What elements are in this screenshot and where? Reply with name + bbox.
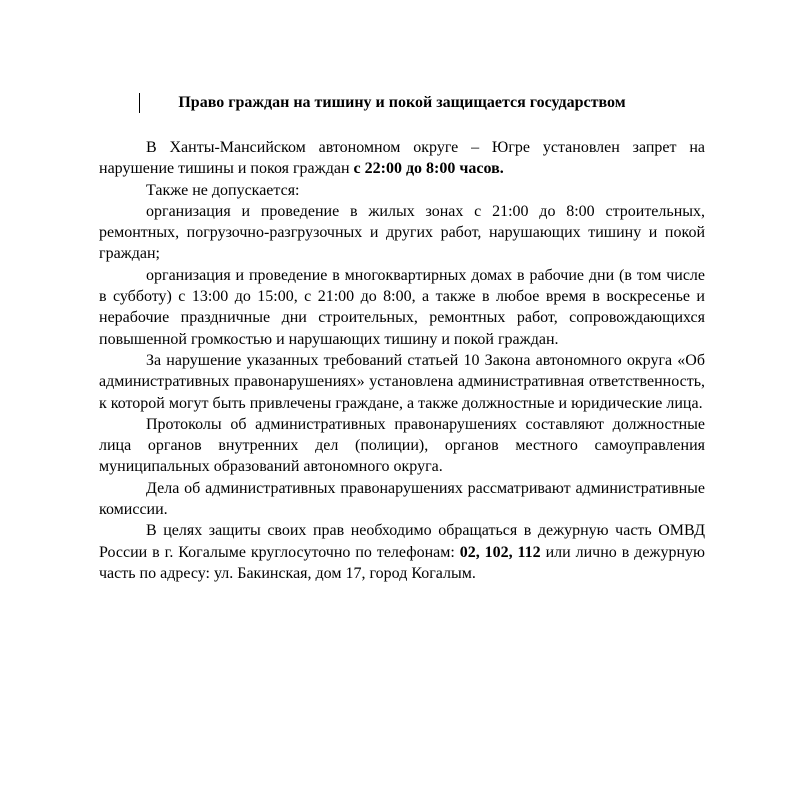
- phone-numbers: 02, 102, 112: [459, 543, 541, 561]
- document-page: [99, 91, 705, 584]
- paragraph-commissions: Дела об административных правонарушениях рассматривают административные комиссии.: [99, 479, 705, 519]
- paragraph-ban: [99, 137, 705, 180]
- paragraph-contacts: [99, 520, 705, 584]
- document-title-block: [99, 91, 705, 115]
- paragraph-also-prohibited: Также не допускается:: [146, 181, 300, 199]
- ban-hours: с 22:00 до 8:00 часов.: [353, 160, 504, 178]
- paragraph-ban-text: В Ханты-Мансийском автономном округе – Югре установлен запрет на нарушение тишины и покоя граждан: [99, 139, 705, 178]
- paragraph-contacts-tail: или лично в дежурную часть по адресу: ул. Бакинская, дом 17, город Когалым.: [99, 543, 705, 582]
- document-title: Право граждан на тишину и покой защищается государством: [178, 94, 626, 111]
- paragraph-liability: За нарушение указанных требований статьей 10 Закона автономного округа «Об административных правонарушениях» установлена административная ответственность, к которой могут быть привлечены граждане, а также должностные и юридические лица.: [99, 351, 705, 412]
- text-cursor: [139, 93, 140, 113]
- paragraph-protocols: Протоколы об административных правонарушениях составляют должностные лица органов внутренних дел (полиции), органов местного самоуправления муниципальных образований автономного округа.: [99, 415, 705, 476]
- paragraph-residential-zones: организация и проведение в жилых зонах с 21:00 до 8:00 строительных, ремонтных, погрузочно-разгрузочных и других работ, нарушающих тишину и покой граждан;: [99, 202, 705, 263]
- paragraph-contacts-text: В целях защиты своих прав необходимо обращаться в дежурную часть ОМВД России в г. Когалыме круглосуточно по телефонам:: [99, 522, 705, 561]
- paragraph-apartment-buildings: организация и проведение в многоквартирных домах в рабочие дни (в том числе в субботу) с 13:00 до 15:00, с 21:00 до 8:00, а также в любое время в воскресенье и нерабочие праздничные дни строительных, ремонтных работ, сопровождающихся повышенной громкостью и нарушающих тишину и покой граждан.: [99, 266, 705, 348]
